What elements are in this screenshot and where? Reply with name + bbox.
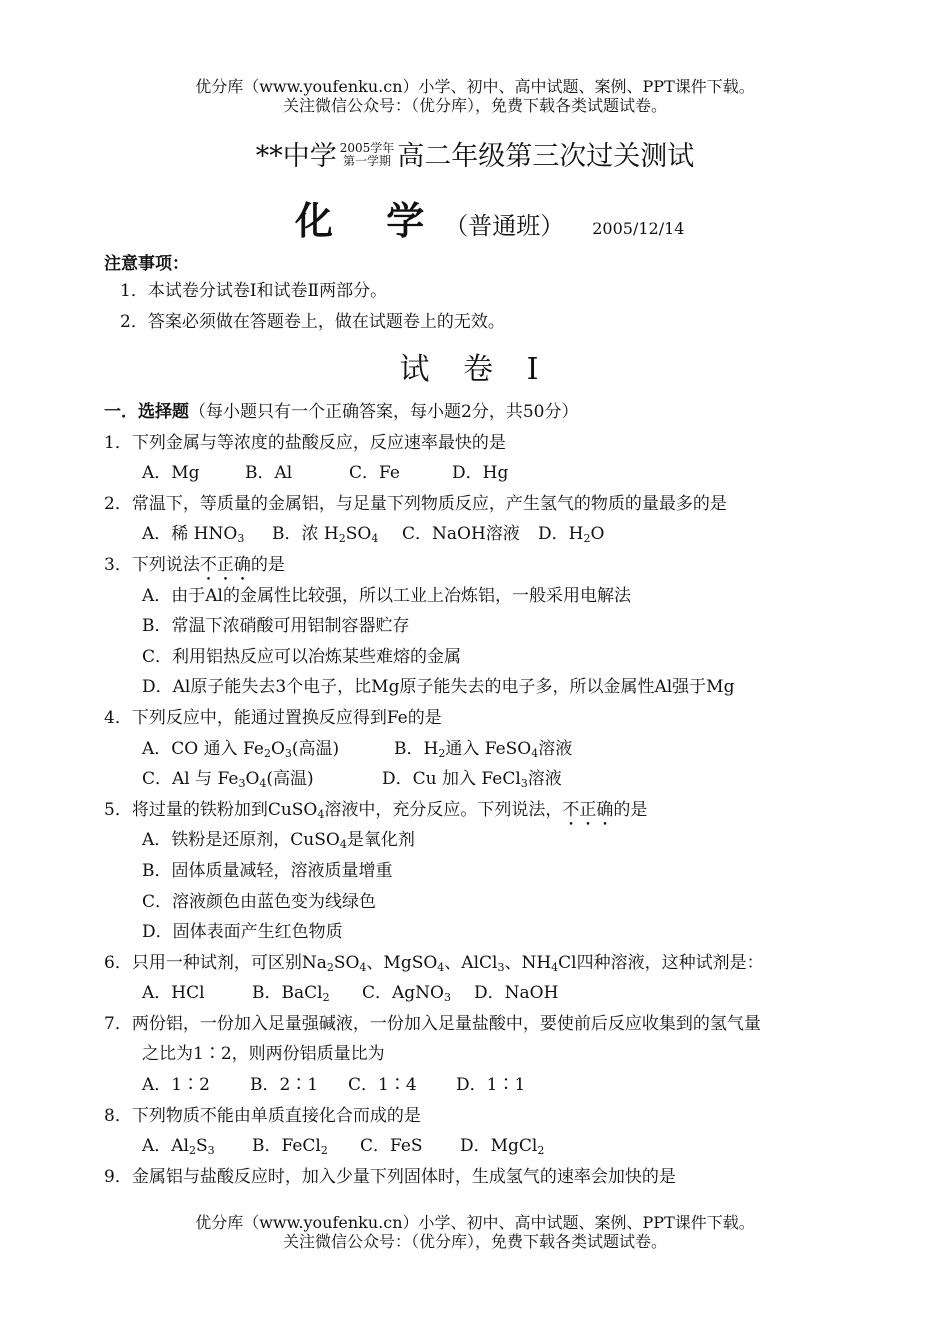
subscript: 3	[443, 991, 451, 1005]
question-5-option-d: D．固体表面产生红色物质	[142, 922, 343, 943]
exam-title	[0, 134, 950, 173]
option-d: D．1∶1	[456, 1075, 526, 1096]
subscript: 3	[238, 777, 246, 791]
exam-name: 高二年级第三次过关测试	[397, 141, 695, 172]
section-heading	[104, 398, 864, 429]
option-b	[252, 979, 362, 1007]
subject-line	[295, 190, 684, 245]
option-a-text: (高温)	[291, 738, 340, 759]
stem-text: 、MgSO	[366, 952, 438, 973]
stem-text: 6．只用一种试剂，可区别Na	[104, 952, 327, 973]
question-4-stem: 4．下列反应中，能通过置换反应得到Fe的是	[104, 707, 442, 728]
option-b-text: B．FeCl	[252, 1136, 321, 1157]
question-3-stem	[104, 551, 864, 582]
emphasis-text: 不正确	[199, 554, 251, 575]
option-a	[142, 735, 394, 763]
top-banner	[0, 77, 950, 115]
option-b-text: B．BaCl	[252, 983, 323, 1004]
option-d-text: O	[590, 524, 605, 545]
school-year: 2005学年	[339, 140, 395, 155]
option-b	[272, 520, 402, 548]
stem-text: 的是	[613, 799, 648, 820]
subscript: 3	[284, 746, 292, 760]
option-d-text: D．H	[538, 524, 584, 545]
stem-text: 、NH	[504, 952, 552, 973]
question-1-stem: 1．下列金属与等浓度的盐酸反应，反应速率最快的是	[104, 432, 506, 453]
subscript: 4	[437, 960, 445, 974]
option-b	[394, 735, 572, 763]
subscript: 3	[497, 960, 505, 974]
option-c: C．Fe	[349, 463, 400, 484]
notice-item: 2．答案必须做在答题卷上，做在试题卷上的无效。	[120, 312, 505, 332]
question-3-option-b: B．常温下浓硝酸可用铝制容器贮存	[142, 616, 410, 637]
question-3-option-d: D．Al原子能失去3个电子，比Mg原子能失去的电子多，所以金属性Al强于Mg	[142, 677, 735, 698]
question-body	[104, 398, 864, 1193]
subscript: 2	[189, 1144, 196, 1158]
banner-line-2: 关注微信公众号：（优分库），免费下载各类试题试卷。	[282, 96, 667, 115]
notice-title: 注意事项：	[104, 254, 189, 274]
class-type: （普通班）	[444, 212, 565, 240]
subscript: 2	[338, 532, 346, 546]
question-6-options	[104, 979, 864, 1010]
subscript: 4	[339, 838, 347, 852]
option-b-text: B．浓 H	[272, 524, 339, 545]
subscript: 2	[438, 746, 446, 760]
option-d-text: 溶液	[527, 769, 562, 790]
option-b-text: B．H	[394, 738, 439, 759]
option-b-text: 溶液	[538, 738, 573, 759]
option-d-text: D．Cu 加入 FeCl	[382, 769, 521, 790]
question-7-options	[104, 1071, 864, 1102]
question-5-option-c: C．溶液颜色由蓝色变为线绿色	[142, 891, 377, 912]
question-1-options	[104, 459, 864, 490]
subscript: 3	[520, 777, 528, 791]
question-3-option-c: C．利用铝热反应可以冶炼某些难熔的金属	[142, 646, 462, 667]
option-a: A．Mg	[142, 463, 200, 484]
banner-line-1: 优分库（www.youfenku.cn）小学、初中、高中试题、案例、PPT课件下载。	[195, 77, 755, 96]
option-a	[142, 1132, 252, 1160]
stem-text: 、AlCl	[444, 952, 498, 973]
paper-title: 试 卷 I	[399, 352, 551, 387]
stem-text: 5．将过量的铁粉加到CuSO	[104, 799, 318, 820]
question-5-option-b: B．固体质量减轻，溶液质量增重	[142, 860, 393, 881]
option-a	[142, 520, 272, 548]
stem-text: Cl四种溶液，这种试剂是：	[558, 952, 764, 973]
emphasis-text: 不正确	[562, 799, 614, 820]
option-c: C．NaOH溶液	[402, 524, 520, 545]
notice-item: 1．本试卷分试卷Ⅰ和试卷Ⅱ两部分。	[120, 281, 388, 301]
school-name: **中学	[255, 141, 337, 172]
option-d	[538, 520, 604, 548]
subscript: 3	[207, 1144, 215, 1158]
option-a-text: A．CO 通入 Fe	[142, 738, 264, 759]
question-8-stem: 8．下列物质不能由单质直接化合而成的是	[104, 1105, 421, 1126]
question-4-options-cd	[104, 765, 864, 796]
option-c-text: C．Al 与 Fe	[142, 769, 239, 790]
question-5-option-a	[104, 826, 864, 857]
option-c-text: (高温)	[266, 769, 314, 790]
subscript: 2	[320, 1144, 328, 1158]
option-d-text: D．MgCl	[460, 1136, 538, 1157]
subscript: 4	[371, 532, 379, 546]
option-b: B．2∶1	[250, 1075, 319, 1096]
option-c-text: O	[245, 769, 260, 790]
subscript: 4	[531, 746, 539, 760]
option-c: C．FeS	[360, 1136, 423, 1157]
subscript: 4	[359, 960, 367, 974]
option-a-text: A．Al	[142, 1136, 189, 1157]
subscript: 4	[317, 807, 325, 821]
option-d	[460, 1132, 544, 1160]
option-d: D．Hg	[452, 463, 509, 484]
option-b-text: 通入 FeSO	[445, 738, 532, 759]
subscript: 2	[263, 746, 271, 760]
option-c	[362, 979, 474, 1007]
subscript: 4	[551, 960, 559, 974]
stem-text: SO	[333, 952, 360, 973]
section-label: 一．选择题	[104, 402, 189, 422]
stem-text: 溶液中，充分反应。下列说法，	[324, 799, 563, 820]
school-term: 第一学期	[342, 153, 391, 168]
semester-stack	[340, 142, 395, 168]
option-a: A．1∶2	[142, 1075, 210, 1096]
question-5-stem	[104, 796, 864, 827]
subscript: 2	[326, 960, 334, 974]
option-a-text: O	[270, 738, 285, 759]
bottom-banner	[0, 1213, 950, 1251]
question-7-stem: 7．两份铝，一份加入足量强碱液，一份加入足量盐酸中，要使前后反应收集到的氢气量	[104, 1013, 761, 1034]
option-b	[252, 1132, 360, 1160]
option-d	[382, 765, 562, 793]
question-7-stem-cont: 之比为1∶2，则两份铝质量比为	[142, 1044, 385, 1065]
option-d: D．NaOH	[474, 983, 559, 1004]
question-6-stem	[104, 949, 864, 980]
subscript: 3	[237, 532, 245, 546]
option-a-text: A．铁粉是还原剂，CuSO	[142, 830, 340, 851]
option-a-text: S	[196, 1136, 208, 1157]
subscript: 2	[322, 991, 330, 1005]
question-9-stem: 9．金属铝与盐酸反应时，加入少量下列固体时，生成氢气的速率会加快的是	[104, 1166, 676, 1187]
exam-date: 2005/12/14	[592, 219, 685, 238]
question-8-options	[104, 1132, 864, 1163]
banner-line-1: 优分库（www.youfenku.cn）小学、初中、高中试题、案例、PPT课件下载。	[195, 1213, 755, 1232]
stem-text: 3．下列说法	[104, 554, 200, 575]
option-c-text: C．AgNO	[362, 983, 444, 1004]
question-4-options-ab	[104, 735, 864, 766]
option-a-text: A．稀 HNO	[142, 524, 238, 545]
subscript: 2	[537, 1144, 545, 1158]
option-c: C．1∶4	[348, 1075, 417, 1096]
option-a-text: 是氧化剂	[346, 830, 415, 851]
stem-text: 的是	[250, 554, 285, 575]
subject-name: 化 学	[295, 198, 445, 243]
option-c	[142, 765, 382, 793]
option-b-text: SO	[345, 524, 372, 545]
notice-list	[120, 278, 505, 340]
subscript: 4	[259, 777, 267, 791]
banner-line-2: 关注微信公众号：（优分库），免费下载各类试题试卷。	[282, 1232, 667, 1251]
question-2-options	[104, 520, 864, 551]
section-note: （每小题只有一个正确答案，每小题2分，共50分）	[189, 402, 579, 422]
question-2-stem: 2．常温下，等质量的金属铝，与足量下列物质反应，产生氢气的物质的量最多的是	[104, 493, 727, 514]
question-3-option-a: A．由于Al的金属性比较强，所以工业上冶炼铝，一般采用电解法	[142, 585, 631, 606]
option-a: A．HCl	[142, 983, 205, 1004]
option-b: B．Al	[245, 463, 293, 484]
subscript: 2	[583, 532, 591, 546]
